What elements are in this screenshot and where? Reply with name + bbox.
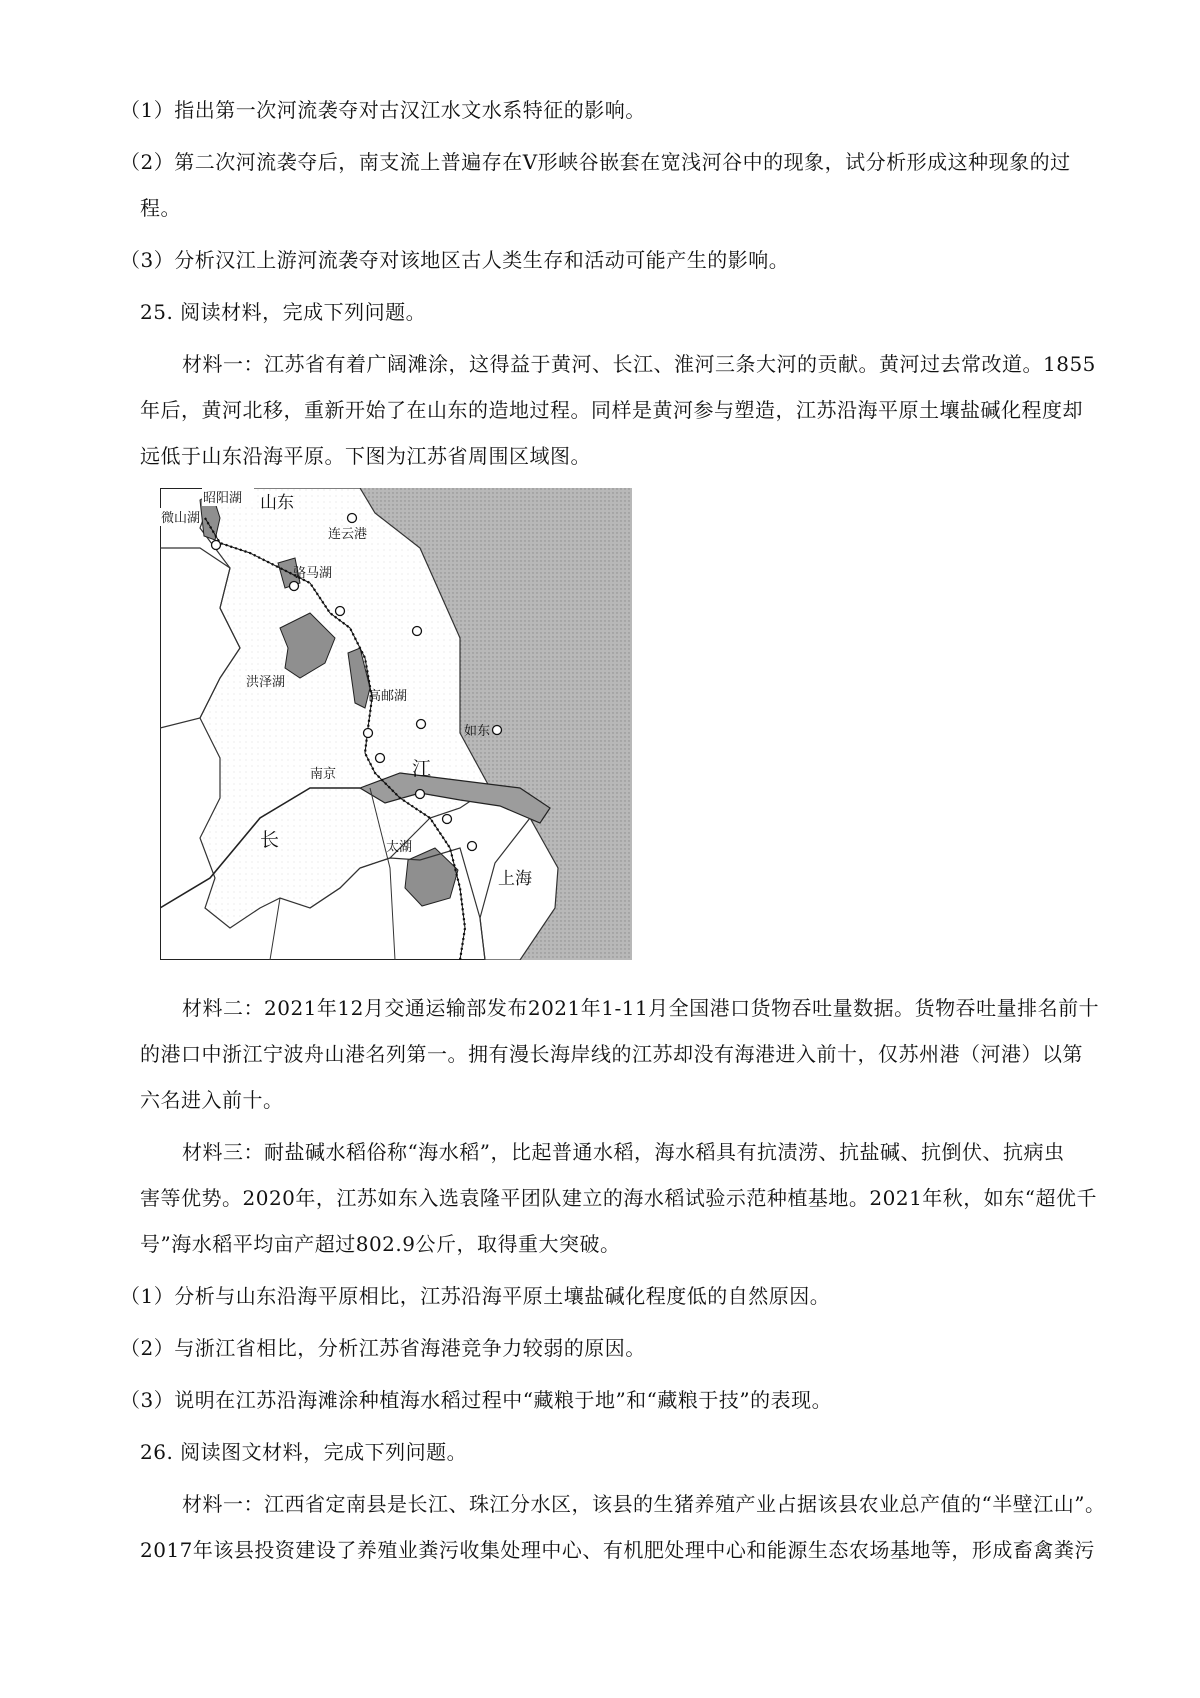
city-huaian <box>336 607 345 616</box>
q26-material1-l2: 2017年该县投资建设了养殖业粪污收集处理中心、有机肥处理中心和能源生态农场基地等，形成畜禽粪污 <box>140 1538 1095 1562</box>
q24-sub3: （3）分析汉江上游河流袭夺对该地区古人类生存和活动可能产生的影响。 <box>120 248 790 272</box>
q25-material1-l2: 年后，黄河北移，重新开始了在山东的造地过程。同样是黄河参与塑造，江苏沿海平原土壤盐碱化程度却 <box>140 398 1083 422</box>
label-hongze-lake: 洪泽湖 <box>246 675 286 690</box>
q25-material2-l1: 材料二：2021年12月交通运输部发布2021年1-11月全国港口货物吞吐量数据。货物吞吐量排名前十 <box>182 996 1100 1020</box>
q25-title: 25. 阅读材料，完成下列问题。 <box>140 300 427 324</box>
label-nanjing: 南京 <box>310 767 337 782</box>
q25-material1-l1: 材料一：江苏省有着广阔滩涂，这得益于黄河、长江、淮河三条大河的贡献。黄河过去常改道。1855 <box>182 352 1096 376</box>
jiangsu-region-map <box>160 488 632 960</box>
q24-sub1: （1）指出第一次河流袭夺对古汉江水文水系特征的影响。 <box>120 98 646 122</box>
q25-sub2: （2）与浙江省相比，分析江苏省海港竞争力较弱的原因。 <box>120 1336 646 1360</box>
q25-material3-l2: 害等优势。2020年，江苏如东入选袁隆平团队建立的海水稻试验示范种植基地。2021年秋，如东“超优千 <box>140 1186 1098 1210</box>
label-luoma-lake: 骆马湖 <box>293 566 333 581</box>
label-taihu: 太湖 <box>386 840 413 855</box>
city-changzhou <box>416 790 425 799</box>
label-shandong: 山东 <box>260 493 294 513</box>
q26-material1-l1: 材料一：江西省定南县是长江、珠江分水区，该县的生猪养殖产业占据该县农业总产值的“半壁江山”。 <box>182 1492 1106 1516</box>
q25-material1-l3: 远低于山东沿海平原。下图为江苏省周围区域图。 <box>140 444 591 468</box>
label-chang: 长 <box>260 829 280 851</box>
q25-material2-l2: 的港口中浙江宁波舟山港名列第一。拥有漫长海岸线的江苏却没有海港进入前十，仅苏州港（河港）以第 <box>140 1042 1083 1066</box>
city-taizhou <box>417 720 426 729</box>
label-rudong: 如东 <box>464 724 491 739</box>
label-jiang: 江 <box>412 758 432 780</box>
q25-material2-l3: 六名进入前十。 <box>140 1088 284 1112</box>
city-yangzhou <box>364 729 373 738</box>
q25-material3-l1: 材料三：耐盐碱水稻俗称“海水稻”，比起普通水稻，海水稻具有抗渍涝、抗盐碱、抗倒伏、抗病虫 <box>182 1140 1065 1164</box>
city-yancheng <box>413 627 422 636</box>
q25-material3-l3: 号”海水稻平均亩产超过802.9公斤，取得重大突破。 <box>140 1232 621 1256</box>
city-rudong <box>493 726 502 735</box>
city-wuxi <box>443 815 452 824</box>
label-lianyungang: 连云港 <box>328 527 368 542</box>
city-suzhou <box>468 842 477 851</box>
q25-sub1: （1）分析与山东沿海平原相比，江苏沿海平原土壤盐碱化程度低的自然原因。 <box>120 1284 831 1308</box>
label-zhaoyang-lake: 昭阳湖 <box>203 491 243 506</box>
label-gaoyou-lake: 高邮湖 <box>368 689 408 704</box>
q24-sub2: （2）第二次河流袭夺后，南支流上普遍存在V形峡谷嵌套在宽浅河谷中的现象，试分析形成这种现象的过 <box>120 150 1071 174</box>
city-suqian <box>290 582 299 591</box>
label-weishan-lake: 微山湖 <box>161 511 201 526</box>
q25-sub3: （3）说明在江苏沿海滩涂种植海水稻过程中“藏粮于地”和“藏粮于技”的表现。 <box>120 1388 833 1412</box>
city-xuzhou <box>212 541 221 550</box>
q26-title: 26. 阅读图文材料，完成下列问题。 <box>140 1440 468 1464</box>
label-shanghai: 上海 <box>498 869 532 889</box>
q24-sub2-cont: 程。 <box>140 196 181 220</box>
city-lianyungang <box>348 514 357 523</box>
city-zhenjiang <box>376 754 385 763</box>
